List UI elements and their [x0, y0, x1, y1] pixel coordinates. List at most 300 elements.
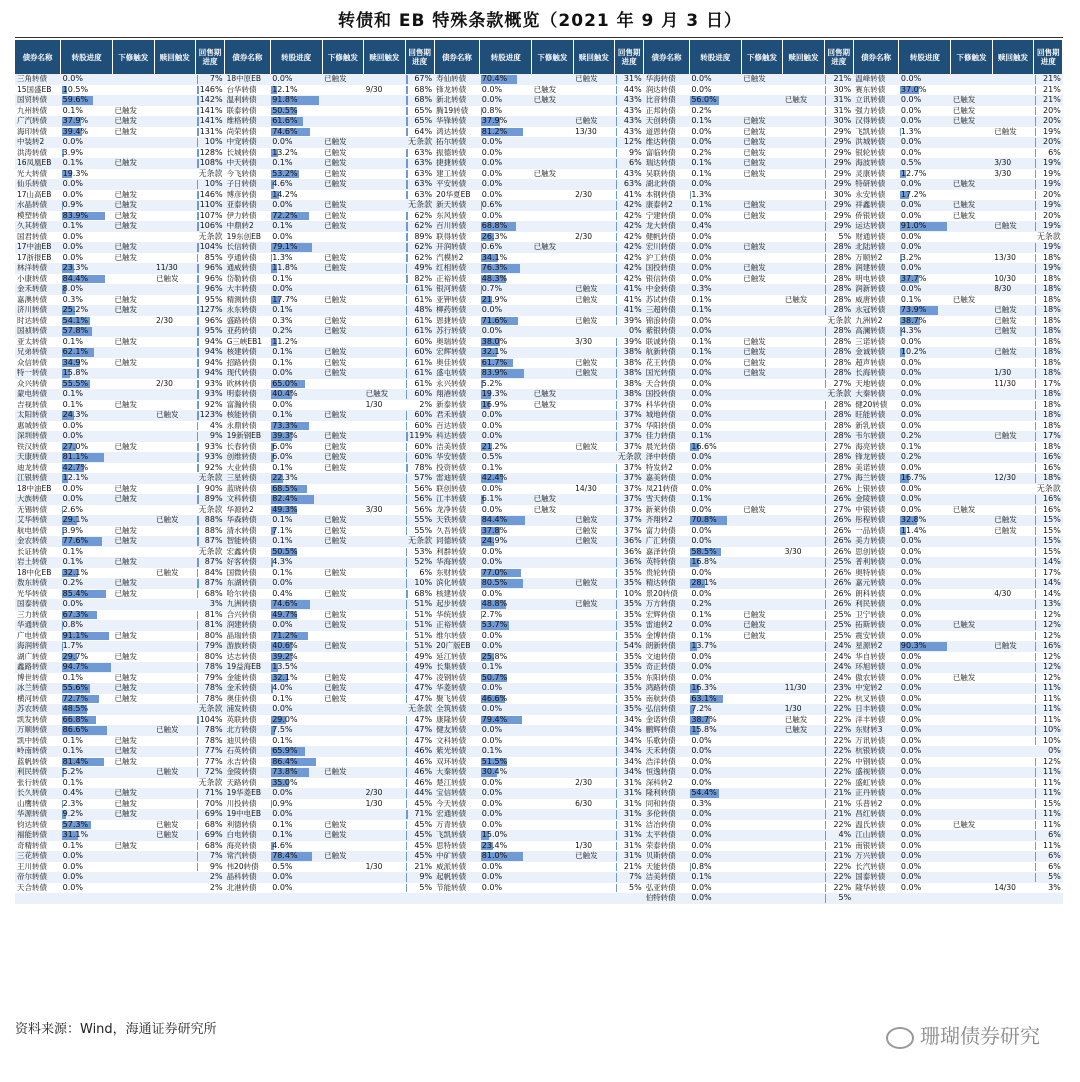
put-progress-value: 35%: [623, 620, 642, 629]
redemption-trigger-cell: [783, 442, 825, 453]
progress-value: 0.1%: [481, 662, 503, 671]
progress-value: 0.0%: [900, 662, 922, 671]
put-progress-value: 27%: [833, 441, 852, 451]
put-period-progress-cell: [196, 158, 225, 169]
put-progress-value: 35%: [623, 662, 642, 671]
progress-value: 31.1%: [62, 830, 89, 839]
put-progress-value: 20%: [1043, 137, 1061, 146]
put-period-progress-cell: [1034, 694, 1063, 705]
put-progress-value: 48%: [414, 305, 433, 314]
conversion-progress-cell: [689, 578, 741, 589]
bond-name-cell: 江银转债: [15, 473, 61, 484]
put-progress-value: 21%: [623, 861, 642, 871]
conversion-progress-cell: [689, 274, 741, 285]
put-period-progress-cell: [615, 683, 644, 694]
put-progress-bar: [406, 642, 407, 651]
put-period-progress-cell: [824, 431, 853, 442]
progress-value: 0.1%: [691, 305, 712, 314]
progress-value: 0.0%: [481, 84, 503, 94]
put-period-progress-cell: [196, 568, 225, 579]
put-progress-value: 38%: [623, 357, 642, 367]
put-period-progress-cell: [196, 284, 225, 295]
put-progress-value: 146%: [199, 84, 223, 94]
downward-revision-trigger-cell: 已触发: [532, 242, 574, 253]
column-header: 赎回触发: [783, 40, 825, 74]
downward-revision-trigger-cell: [741, 757, 783, 768]
bond-name-cell: 亨通转债: [225, 253, 271, 264]
progress-value: 0.0%: [481, 410, 503, 419]
redemption-trigger-cell: [154, 778, 196, 789]
conversion-progress-cell: [689, 557, 741, 568]
conversion-progress-cell: [899, 347, 951, 358]
put-period-progress-cell: [615, 179, 644, 190]
conversion-progress-cell: [61, 547, 113, 558]
conversion-progress-cell: [270, 442, 322, 453]
bond-name-cell: 航电转债: [15, 526, 61, 537]
redemption-trigger-cell: [783, 809, 825, 820]
bond-name-cell: 灵康转债: [853, 169, 899, 180]
put-progress-value: 19%: [1043, 179, 1061, 188]
downward-revision-trigger-cell: 已触发: [322, 179, 364, 190]
table-row: [15, 778, 1063, 789]
progress-value: 68.5%: [272, 483, 298, 493]
progress-value: 0.9%: [62, 200, 83, 209]
put-period-progress-cell: [196, 232, 225, 243]
redemption-trigger-cell: [154, 872, 196, 883]
progress-value: 0.0%: [900, 357, 922, 367]
put-progress-bar: [825, 726, 826, 735]
put-period-progress-cell: [1034, 526, 1063, 537]
put-period-progress-cell: [824, 809, 853, 820]
downward-revision-trigger-cell: 已触发: [113, 578, 155, 589]
table-row: [15, 589, 1063, 600]
put-period-progress-cell: [1034, 473, 1063, 484]
redemption-trigger-cell: [154, 169, 196, 180]
put-period-progress-cell: [824, 599, 853, 610]
bond-name-cell: 景20转债: [644, 589, 690, 600]
bond-name-cell: 寿仙转债: [434, 74, 480, 85]
bond-name-cell: 富瀚转债: [225, 400, 271, 411]
bond-name-cell: 万顺转债: [15, 725, 61, 736]
redemption-trigger-cell: 1/30: [364, 862, 406, 873]
downward-revision-trigger-cell: [322, 778, 364, 789]
redemption-trigger-cell: 已触发: [154, 830, 196, 841]
bond-name-cell: 北陆转债: [853, 242, 899, 253]
progress-value: 49.3%: [272, 504, 298, 514]
progress-value: 0.0%: [900, 599, 922, 608]
put-progress-value: 10%: [414, 578, 433, 587]
put-progress-value: 18%: [1043, 336, 1061, 346]
downward-revision-trigger-cell: [113, 274, 155, 285]
redemption-trigger-cell: [573, 610, 615, 621]
put-progress-value: 27%: [833, 504, 852, 514]
table-row: [15, 431, 1063, 442]
bond-name-cell: 旺能转债: [853, 410, 899, 421]
progress-value: 55.5%: [62, 378, 89, 388]
put-period-progress-cell: [824, 463, 853, 474]
put-period-progress-cell: [824, 358, 853, 369]
downward-revision-trigger-cell: [532, 116, 574, 127]
conversion-progress-cell: [899, 799, 951, 810]
progress-value: 0.0%: [900, 137, 922, 146]
downward-revision-trigger-cell: [951, 389, 993, 400]
bond-name-cell: 19中电EB: [225, 809, 271, 820]
table-row: [15, 715, 1063, 726]
put-progress-bar: [825, 821, 826, 830]
put-progress-value: 29%: [833, 210, 852, 220]
bond-name-cell: G三峡EB1: [225, 337, 271, 348]
put-period-progress-cell: [405, 725, 434, 736]
downward-revision-trigger-cell: [951, 463, 993, 474]
put-progress-bar: [825, 642, 826, 651]
put-progress-bar: [406, 758, 407, 767]
bond-name-cell: 齐翔转2: [644, 515, 690, 526]
downward-revision-trigger-cell: [951, 652, 993, 663]
conversion-progress-cell: [689, 547, 741, 558]
redemption-trigger-cell: [783, 484, 825, 495]
put-progress-value: 43%: [623, 126, 642, 136]
put-period-progress-cell: [1034, 820, 1063, 831]
conversion-progress-cell: [689, 358, 741, 369]
progress-value: 0.0%: [691, 536, 712, 545]
downward-revision-trigger-cell: [532, 767, 574, 778]
redemption-trigger-cell: [783, 893, 825, 904]
progress-value: 16.3%: [691, 683, 717, 692]
bond-name-cell: 长城转债: [225, 148, 271, 159]
put-progress-value: 68%: [414, 84, 433, 94]
put-progress-bar: [406, 264, 407, 273]
progress-value: 0.0%: [900, 116, 922, 125]
put-period-progress-cell: [196, 421, 225, 432]
put-period-progress-cell: [196, 347, 225, 358]
bond-name-cell: 全筑转债: [434, 704, 480, 715]
downward-revision-trigger-cell: [532, 673, 574, 684]
put-period-progress-cell: [405, 547, 434, 558]
downward-revision-trigger-cell: [322, 704, 364, 715]
conversion-progress-cell: [480, 547, 532, 558]
conversion-progress-cell: [270, 746, 322, 757]
put-progress-bar: [825, 558, 826, 567]
progress-value: 0.0%: [481, 95, 503, 104]
downward-revision-trigger-cell: [741, 557, 783, 568]
downward-revision-trigger-cell: [113, 431, 155, 442]
conversion-progress-cell: [270, 316, 322, 327]
conversion-progress-cell: [61, 148, 113, 159]
redemption-trigger-cell: [992, 599, 1034, 610]
progress-value: 0.0%: [481, 630, 503, 640]
put-progress-value: 5%: [838, 231, 852, 241]
bond-name-cell: 湖北转债: [644, 179, 690, 190]
downward-revision-trigger-cell: [322, 494, 364, 505]
put-progress-value: 12%: [1043, 620, 1061, 629]
put-period-progress-cell: [405, 463, 434, 474]
conversion-progress-cell: [689, 221, 741, 232]
put-progress-value: 28%: [833, 326, 852, 335]
put-progress-value: 35%: [623, 672, 642, 682]
put-period-progress-cell: [405, 263, 434, 274]
bond-name-cell: 一品转债: [853, 526, 899, 537]
redemption-trigger-cell: 已触发: [573, 578, 615, 589]
put-progress-bar: [825, 443, 826, 452]
put-progress-value: 71%: [204, 788, 223, 797]
conversion-progress-cell: [270, 662, 322, 673]
redemption-trigger-cell: [783, 368, 825, 379]
put-progress-value: 41%: [623, 189, 642, 199]
put-progress-value: 81%: [204, 620, 223, 629]
put-progress-bar: [406, 159, 407, 168]
put-period-progress-cell: [824, 211, 853, 222]
put-progress-bar: [616, 821, 617, 830]
redemption-trigger-cell: 11/30: [783, 683, 825, 694]
redemption-trigger-cell: [154, 211, 196, 222]
bond-name-cell: 万顺转2: [853, 253, 899, 264]
put-period-progress-cell: [196, 662, 225, 673]
bond-name-cell: 清水转债: [225, 526, 271, 537]
bond-name-cell: 光华转债: [15, 589, 61, 600]
put-period-progress-cell: [824, 515, 853, 526]
progress-value: 83.9%: [62, 210, 89, 220]
put-period-progress-cell: [196, 368, 225, 379]
redemption-trigger-cell: [154, 232, 196, 243]
bond-name-cell: 国贸转债: [15, 95, 61, 106]
put-period-progress-cell: [405, 253, 434, 264]
bond-name-cell: 洪城转债: [853, 137, 899, 148]
conversion-progress-cell: [689, 610, 741, 621]
progress-value: 0.0%: [900, 420, 922, 430]
table-row: [15, 410, 1063, 421]
downward-revision-trigger-cell: [322, 389, 364, 400]
put-period-progress-cell: [196, 305, 225, 316]
bond-name-cell: 洁美转债: [644, 872, 690, 883]
put-progress-bar: [406, 516, 407, 525]
bond-name-cell: 通威转债: [225, 263, 271, 274]
put-progress-bar: [197, 96, 199, 105]
progress-value: 48.8%: [481, 599, 508, 608]
progress-value: 0.0%: [900, 536, 922, 545]
put-progress-value: 52%: [414, 557, 433, 566]
bond-name-cell: 金禾转债: [15, 284, 61, 295]
conversion-progress-cell: [61, 200, 113, 211]
redemption-trigger-cell: [154, 473, 196, 484]
conversion-progress-cell: [270, 421, 322, 432]
empty-cell: [615, 893, 644, 904]
progress-value: 0.1%: [272, 735, 293, 745]
progress-value: 30.4%: [481, 767, 508, 776]
conversion-progress-cell: [480, 725, 532, 736]
progress-value: 4.3%: [272, 557, 293, 566]
bond-name-cell: 运达转债: [853, 221, 899, 232]
progress-value: 0.0%: [481, 137, 503, 146]
redemption-trigger-cell: 已触发: [154, 725, 196, 736]
conversion-progress-cell: [689, 515, 741, 526]
downward-revision-trigger-cell: [322, 631, 364, 642]
put-progress-bar: [616, 275, 617, 284]
put-period-progress-cell: [196, 557, 225, 568]
redemption-trigger-cell: 已触发: [992, 431, 1034, 442]
put-progress-bar: [616, 306, 617, 315]
bond-name-cell: 英联转债: [225, 715, 271, 726]
empty-cell: [992, 893, 1034, 904]
put-period-progress-cell: [615, 883, 644, 894]
put-period-progress-cell: [1034, 158, 1063, 169]
table-row: [15, 799, 1063, 810]
put-progress-bar: [197, 254, 199, 263]
put-progress-bar: [197, 86, 199, 95]
put-progress-value: 55%: [414, 515, 433, 524]
conversion-progress-cell: [899, 431, 951, 442]
progress-value: 0.0%: [900, 483, 922, 493]
progress-value: 0.1%: [691, 294, 712, 304]
downward-revision-trigger-cell: [951, 704, 993, 715]
redemption-trigger-cell: [364, 473, 406, 484]
put-progress-value: 7%: [209, 851, 223, 860]
put-period-progress-cell: [824, 757, 853, 768]
conversion-progress-cell: [689, 851, 741, 862]
progress-value: 40.6%: [272, 641, 298, 650]
put-progress-value: 60%: [414, 410, 433, 419]
bond-name-cell: 新乳转债: [853, 421, 899, 432]
bond-name-cell: 20华夏EB: [434, 190, 480, 201]
put-period-progress-cell: [615, 368, 644, 379]
put-progress-bar: [825, 128, 826, 137]
put-progress-value: 无条款: [827, 315, 852, 325]
downward-revision-trigger-cell: [322, 284, 364, 295]
downward-revision-trigger-cell: 已触发: [113, 106, 155, 117]
progress-value: 0.0%: [691, 263, 712, 272]
redemption-trigger-cell: [154, 505, 196, 516]
bond-name-cell: 永东转债: [225, 305, 271, 316]
put-progress-bar: [197, 149, 199, 158]
progress-value: 0.0%: [62, 179, 83, 188]
downward-revision-trigger-cell: 已触发: [951, 505, 993, 516]
conversion-progress-cell: [480, 778, 532, 789]
table-row: [15, 347, 1063, 358]
redemption-trigger-cell: [154, 358, 196, 369]
bond-name-cell: 金禾转债: [225, 683, 271, 694]
put-progress-value: 38%: [623, 347, 642, 356]
put-progress-value: 30%: [833, 84, 852, 94]
put-progress-value: 24%: [833, 651, 852, 661]
downward-revision-trigger-cell: [532, 106, 574, 117]
put-progress-bar: [825, 663, 826, 672]
put-progress-value: 22%: [833, 819, 852, 829]
redemption-trigger-cell: [783, 820, 825, 831]
conversion-progress-cell: [689, 232, 741, 243]
empty-cell: [573, 893, 615, 904]
put-progress-bar: [197, 716, 199, 725]
put-progress-value: 19%: [1043, 126, 1061, 136]
redemption-trigger-cell: [364, 253, 406, 264]
bond-name-cell: 核建转债: [434, 589, 480, 600]
conversion-progress-cell: [689, 620, 741, 631]
put-progress-value: 42%: [623, 242, 642, 251]
bond-name-cell: 卫宁转债: [853, 610, 899, 621]
downward-revision-trigger-cell: [741, 536, 783, 547]
put-period-progress-cell: [1034, 599, 1063, 610]
bond-name-cell: 吴联转债: [644, 169, 690, 180]
bond-name-cell: 利德转债: [225, 820, 271, 831]
redemption-trigger-cell: [364, 200, 406, 211]
put-progress-value: 3%: [209, 599, 223, 608]
redemption-trigger-cell: [992, 715, 1034, 726]
progress-value: 0.1%: [272, 221, 293, 230]
bond-name-cell: 久吾转债: [434, 526, 480, 537]
bond-name-cell: 拓斯转债: [853, 620, 899, 631]
put-progress-bar: [825, 527, 826, 536]
downward-revision-trigger-cell: [113, 547, 155, 558]
put-period-progress-cell: [615, 116, 644, 127]
put-period-progress-cell: [405, 515, 434, 526]
put-progress-value: 14%: [1043, 578, 1061, 587]
put-progress-bar: [616, 632, 617, 641]
conversion-progress-cell: [689, 431, 741, 442]
redemption-trigger-cell: 已触发: [573, 515, 615, 526]
redemption-trigger-cell: 已触发: [573, 851, 615, 862]
progress-value: 0.0%: [900, 546, 922, 556]
progress-value: 0.7%: [481, 284, 503, 293]
conversion-progress-cell: [480, 221, 532, 232]
put-progress-bar: [406, 611, 407, 620]
progress-value: 80.5%: [481, 578, 508, 587]
bond-name-cell: 汽模转2: [434, 253, 480, 264]
put-progress-value: 28%: [833, 252, 852, 262]
put-progress-bar: [406, 821, 407, 830]
downward-revision-trigger-cell: [532, 358, 574, 369]
table-row: [15, 106, 1063, 117]
progress-value: 32.1%: [272, 672, 298, 682]
put-progress-bar: [406, 852, 407, 861]
redemption-trigger-cell: [783, 116, 825, 127]
put-period-progress-cell: [196, 778, 225, 789]
put-progress-bar: [825, 705, 826, 714]
downward-revision-trigger-cell: [113, 778, 155, 789]
conversion-progress-cell: [61, 631, 113, 642]
downward-revision-trigger-cell: [322, 757, 364, 768]
bond-name-cell: 文科转债: [434, 736, 480, 747]
bond-name-cell: 财通转债: [853, 232, 899, 243]
bond-name-cell: 石英转债: [225, 746, 271, 757]
put-progress-bar: [406, 747, 407, 756]
put-period-progress-cell: [405, 746, 434, 757]
redemption-trigger-cell: [783, 736, 825, 747]
put-period-progress-cell: [615, 673, 644, 684]
table-row: [15, 694, 1063, 705]
progress-value: 0.0%: [900, 683, 922, 692]
put-period-progress-cell: [1034, 715, 1063, 726]
progress-value: 0.0%: [900, 567, 922, 577]
put-progress-value: 18%: [1043, 368, 1061, 377]
column-header: 赎回触发: [364, 40, 406, 74]
put-period-progress-cell: [196, 820, 225, 831]
downward-revision-trigger-cell: 已触发: [322, 515, 364, 526]
put-progress-value: 20%: [1043, 116, 1061, 125]
put-progress-bar: [616, 107, 617, 116]
put-period-progress-cell: [405, 568, 434, 579]
redemption-trigger-cell: [573, 809, 615, 820]
bond-name-cell: 健20转债: [853, 400, 899, 411]
put-period-progress-cell: [615, 610, 644, 621]
redemption-trigger-cell: [783, 253, 825, 264]
progress-value: 0.0%: [691, 242, 712, 251]
conversion-progress-cell: [899, 116, 951, 127]
progress-value: 29.0%: [272, 714, 298, 724]
conversion-progress-cell: [61, 274, 113, 285]
put-progress-value: 11%: [1043, 819, 1061, 829]
downward-revision-trigger-cell: [741, 830, 783, 841]
conversion-progress-cell: [899, 515, 951, 526]
put-period-progress-cell: [1034, 862, 1063, 873]
redemption-trigger-cell: [992, 337, 1034, 348]
